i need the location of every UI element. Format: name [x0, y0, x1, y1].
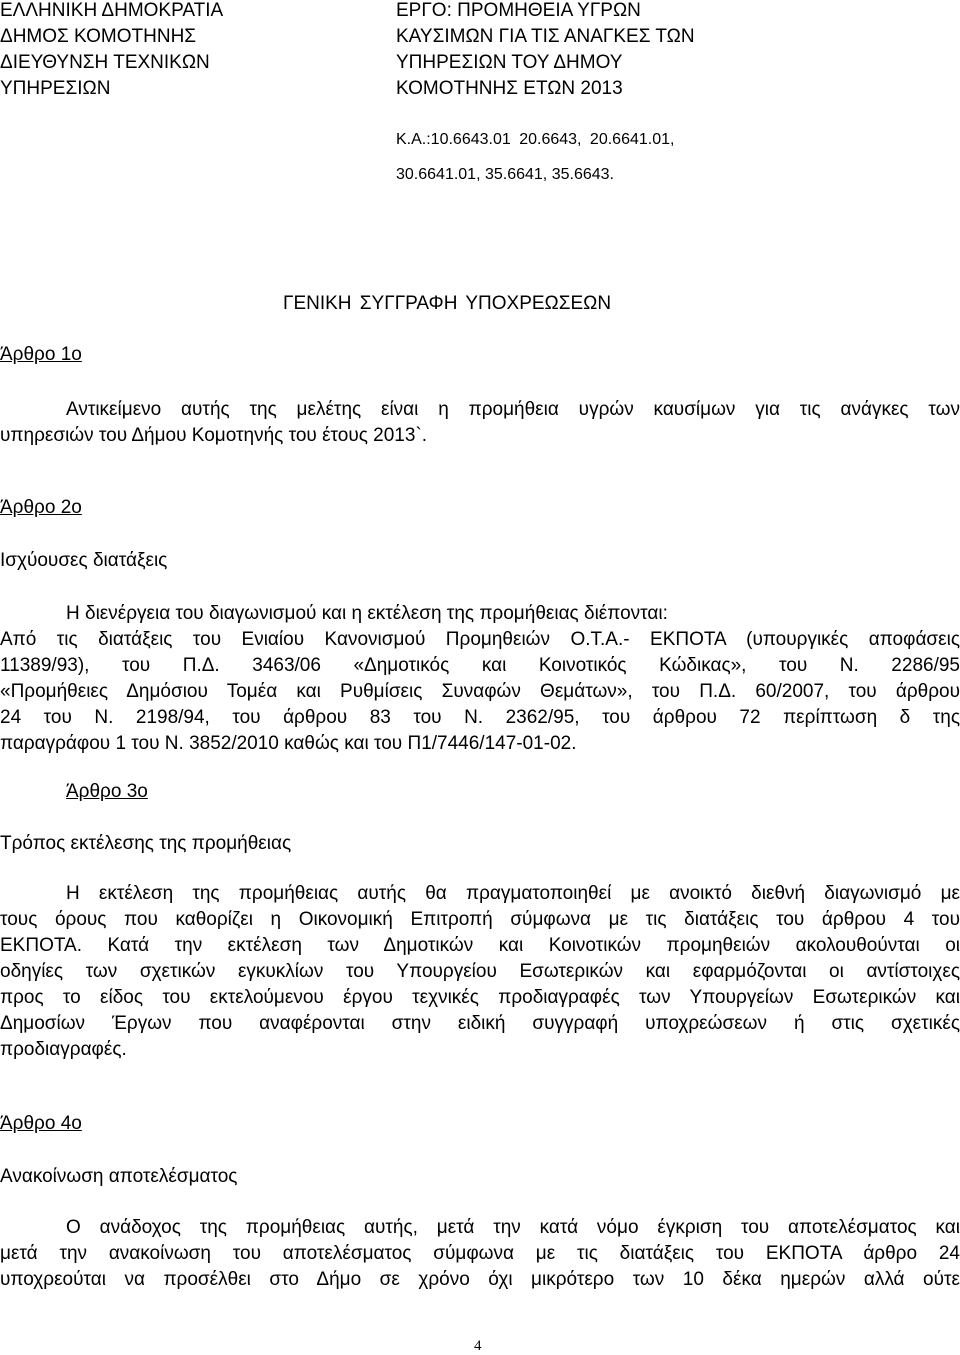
article-3-line: Η εκτέλεση της προμήθειας αυτής θα πραγματοποιηθεί με ανοικτό διεθνή διαγωνισμό με [66, 883, 960, 904]
header-right-line: ΚΑΥΣΙΜΩΝ ΓΙΑ ΤΙΣ ΑΝΑΓΚΕΣ ΤΩΝ [396, 26, 695, 47]
article-1-line: υπηρεσιών του Δήμου Κομοτηνής του έτους 2013`. [0, 425, 428, 446]
document-title: ΓΕΝΙΚΗ ΣΥΓΓΡΑΦΗ ΥΠΟΧΡΕΩΣΕΩΝ [283, 293, 612, 314]
header-left-line: ΕΛΛΗΝΙΚΗ ΔΗΜΟΚΡΑΤΙΑ [0, 0, 224, 21]
article-4-line: υποχρεούται να προσέλθει στο Δήμο σε χρόνο όχι μικρότερο των 10 δέκα ημερών αλλά ούτε [0, 1269, 960, 1290]
budget-codes-line-1: Κ.Α.:10.6643.01 20.6643, 20.6641.01, [396, 131, 675, 148]
article-1-body [0, 397, 960, 449]
article-4-heading: Άρθρο 4ο [0, 1113, 82, 1134]
article-1-line: Αντικείμενο αυτής της μελέτης είναι η προμήθεια υγρών καυσίμων για τις ανάγκες των [66, 399, 960, 420]
article-2-line: παραγράφου 1 του Ν. 3852/2010 καθώς και του Π1/7446/147-01-02. [0, 733, 577, 754]
article-3-line: προδιαγραφές. [0, 1039, 127, 1060]
article-4-line: Ο ανάδοχος της προμήθειας αυτής, μετά την κατά νόμο έγκριση του αποτελέσματος και [66, 1217, 960, 1238]
article-2-line: Από τις διατάξεις του Ενιαίου Κανονισμού Προμηθειών Ο.Τ.Α.- ΕΚΠΟΤΑ (υπουργικές αποφάσεις [0, 629, 960, 650]
article-2-line: 11389/93), του Π.Δ. 3463/06 «Δημοτικός και Κοινοτικός Κώδικας», του Ν. 2286/95 [0, 655, 960, 676]
article-4-subtitle: Ανακοίνωση αποτελέσματος [0, 1166, 238, 1187]
article-3-subtitle: Τρόπος εκτέλεσης της προμήθειας [0, 833, 292, 854]
article-2-line: 24 του Ν. 2198/94, του άρθρου 83 του Ν. 2362/95, του άρθρου 72 περίπτωση δ της [0, 707, 960, 728]
budget-codes-line-2: 30.6641.01, 35.6641, 35.6643. [396, 166, 614, 183]
article-2-subtitle: Ισχύουσες διατάξεις [0, 550, 168, 571]
article-3-line: τους όρους που καθορίζει η Οικονομική Επιτροπή σύμφωνα με τις διατάξεις του άρθρου 4 του [0, 909, 960, 930]
article-3-line: οδηγίες των σχετικών εγκυκλίων του Υπουργείου Εσωτερικών και εφαρμόζονται οι αντίστοιχες [0, 961, 960, 982]
article-2-body [0, 601, 960, 757]
header-right [396, 0, 695, 102]
article-2-line: «Προμήθειες Δημόσιου Τομέα και Ρυθμίσεις Συναφών Θεμάτων», του Π.Δ. 60/2007, του άρθρου [0, 681, 960, 702]
article-4-line: μετά την ανακοίνωση του αποτελέσματος σύμφωνα με τις διατάξεις του ΕΚΠΟΤΑ άρθρο 24 [0, 1243, 960, 1264]
page-number: 4 [474, 1338, 482, 1354]
article-1-heading: Άρθρο 1ο [0, 344, 82, 365]
article-3-heading: Άρθρο 3ο [66, 781, 148, 802]
header-left-line: ΔΙΕΥΘΥΝΣΗ ΤΕΧΝΙΚΩΝ [0, 52, 210, 73]
article-2-heading: Άρθρο 2ο [0, 497, 82, 518]
article-3-line: ΕΚΠΟΤΑ. Κατά την εκτέλεση των Δημοτικών και Κοινοτικών προμηθειών ακολουθούνται οι [0, 935, 960, 956]
header-right-line: ΥΠΗΡΕΣΙΩΝ ΤΟΥ ΔΗΜΟΥ [396, 52, 623, 73]
header-left-line: ΥΠΗΡΕΣΙΩΝ [0, 78, 111, 99]
header-left [0, 0, 223, 102]
header-left-line: ΔΗΜΟΣ ΚΟΜΟΤΗΝΗΣ [0, 26, 197, 47]
article-3-line: προς το είδος του εκτελούμενου έργου τεχνικές προδιαγραφές των Υπουργείων Εσωτερικών και [0, 987, 960, 1008]
article-4-body [0, 1215, 960, 1293]
article-3-body [0, 881, 960, 1063]
header-right-line: ΕΡΓΟ: ΠΡΟΜΗΘΕΙΑ ΥΓΡΩΝ [396, 0, 641, 21]
article-2-line: Η διενέργεια του διαγωνισμού και η εκτέλεση της προμήθειας διέπονται: [66, 603, 668, 624]
header-right-line: ΚΟΜΟΤΗΝΗΣ ΕΤΩΝ 2013 [396, 78, 623, 99]
article-3-line: Δημοσίων Έργων που αναφέρονται στην ειδική συγγραφή υποχρεώσεων ή στις σχετικές [0, 1013, 960, 1034]
